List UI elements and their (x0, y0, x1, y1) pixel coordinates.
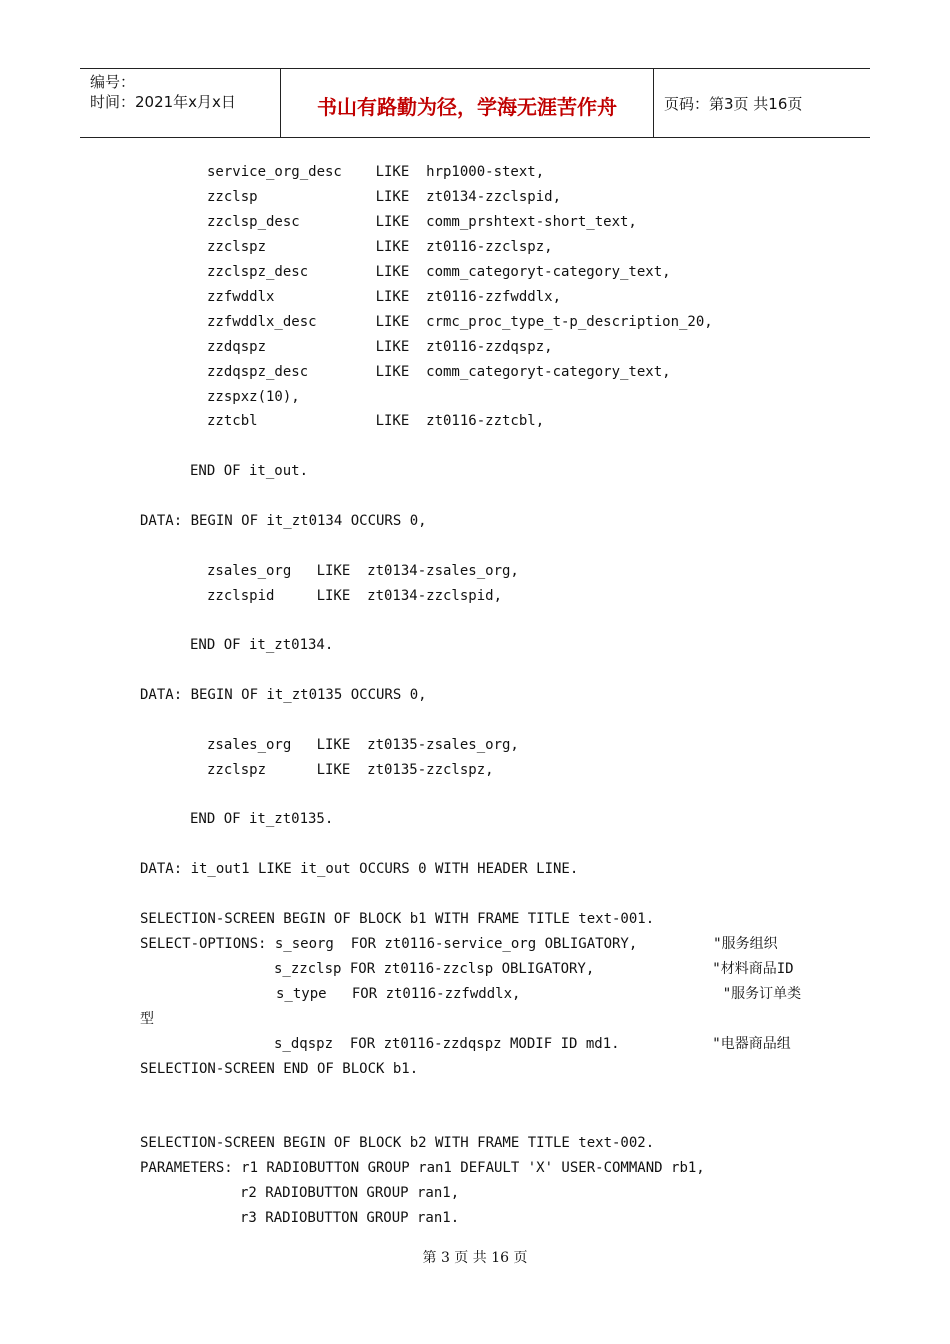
code-line: zzclsp LIKE zt0134-zzclspid, (207, 189, 562, 205)
code-line: zztcbl LIKE zt0116-zztcbl, (207, 413, 545, 429)
code-line: zzclspz LIKE zt0116-zzclspz, (207, 239, 553, 255)
header-left-cell (80, 69, 281, 137)
code-line: END OF it_zt0135. (190, 811, 334, 827)
header-motto: 书山有路勤为径，学海无涯苦作舟 (317, 95, 617, 119)
code-line: SELECTION-SCREEN BEGIN OF BLOCK b2 WITH FRAME TITLE text-002. (140, 1135, 655, 1151)
code-line: zzdqspz_desc LIKE comm_categoryt-category_text, (207, 364, 671, 380)
code-line: SELECTION-SCREEN BEGIN OF BLOCK b1 WITH FRAME TITLE text-001. (140, 911, 655, 927)
document-time-label: 时间：2021年x月x日 (90, 93, 236, 111)
header-right-cell (654, 69, 870, 137)
code-line: SELECTION-SCREEN END OF BLOCK b1. (140, 1061, 419, 1077)
code-line: zzspxz(10), (207, 389, 300, 405)
page-header (80, 68, 870, 138)
code-line: service_org_desc LIKE hrp1000-stext, (207, 164, 545, 180)
code-line: PARAMETERS: r1 RADIOBUTTON GROUP ran1 DEFAULT 'X' USER-COMMAND rb1, (140, 1160, 705, 1176)
code-line: zzclspz_desc LIKE comm_categoryt-category_text, (207, 264, 671, 280)
header-motto-cell (281, 69, 654, 137)
code-line: zsales_org LIKE zt0134-zsales_org, (207, 563, 519, 579)
code-line: s_zzclsp FOR zt0116-zzclsp OBLIGATORY, "材料商品ID (274, 961, 794, 977)
code-line: DATA: it_out1 LIKE it_out OCCURS 0 WITH HEADER LINE. (140, 861, 579, 877)
footer-page-number: 第 3 页 共 16 页 (422, 1250, 528, 1266)
code-line: s_type FOR zt0116-zzfwddlx, "服务订单类 (276, 986, 802, 1002)
code-line: r3 RADIOBUTTON GROUP ran1. (240, 1210, 460, 1226)
page-footer (0, 1247, 950, 1267)
code-line: zzfwddlx_desc LIKE crmc_proc_type_t-p_description_20, (207, 314, 713, 330)
header-page-info: 页码：第3页 共16页 (664, 95, 803, 113)
document-number-label: 编号： (90, 73, 136, 91)
code-line: zzclsp_desc LIKE comm_prshtext-short_text, (207, 214, 637, 230)
code-line: 型 (140, 1011, 154, 1027)
code-line: zzclspid LIKE zt0134-zzclspid, (207, 588, 503, 604)
code-line: SELECT-OPTIONS: s_seorg FOR zt0116-service_org OBLIGATORY, "服务组织 (140, 936, 778, 952)
code-line: zzclspz LIKE zt0135-zzclspz, (207, 762, 494, 778)
code-line: r2 RADIOBUTTON GROUP ran1, (240, 1185, 460, 1201)
code-line: END OF it_zt0134. (190, 637, 334, 653)
code-line: zzfwddlx LIKE zt0116-zzfwddlx, (207, 289, 562, 305)
code-line: zzdqspz LIKE zt0116-zzdqspz, (207, 339, 553, 355)
code-line: END OF it_out. (190, 463, 309, 479)
code-line: zsales_org LIKE zt0135-zsales_org, (207, 737, 519, 753)
code-line: DATA: BEGIN OF it_zt0135 OCCURS 0, (140, 687, 427, 703)
code-line: s_dqspz FOR zt0116-zzdqspz MODIF ID md1. "电器商品组 (274, 1036, 791, 1052)
code-line: DATA: BEGIN OF it_zt0134 OCCURS 0, (140, 513, 427, 529)
